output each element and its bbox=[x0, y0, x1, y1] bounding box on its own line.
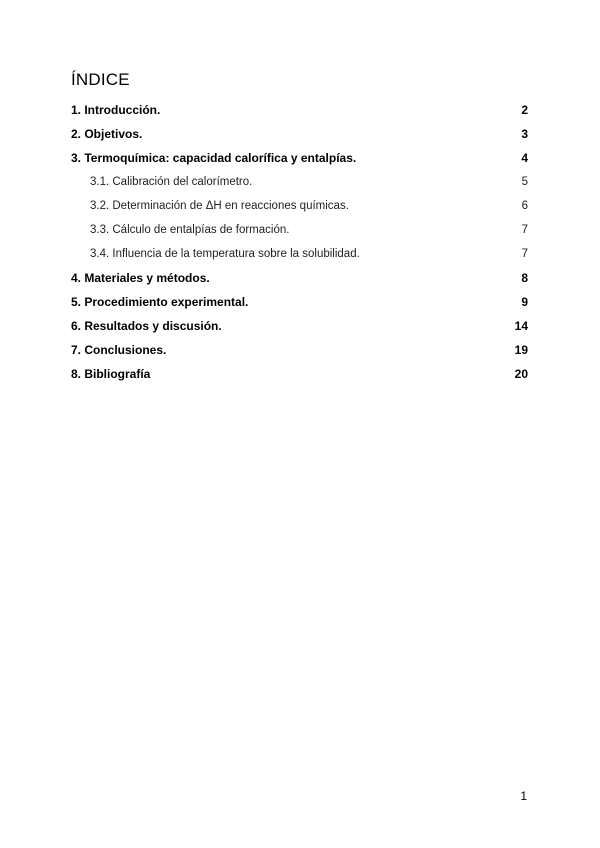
toc-entry-text: 2. Objetivos. bbox=[71, 127, 143, 141]
toc-entry-page: 14 bbox=[514, 319, 528, 333]
toc-entry-page: 2 bbox=[521, 103, 528, 117]
toc-entry-3-4[interactable] bbox=[71, 242, 528, 266]
toc-entry-6[interactable] bbox=[71, 314, 528, 338]
table-of-contents bbox=[71, 98, 528, 386]
toc-entry-5[interactable] bbox=[71, 290, 528, 314]
toc-entry-3-3[interactable] bbox=[71, 218, 528, 242]
toc-entry-7[interactable] bbox=[71, 338, 528, 362]
toc-entry-page: 9 bbox=[521, 295, 528, 309]
toc-entry-text: 3.1. Calibración del calorímetro. bbox=[90, 176, 253, 188]
page-title: ÍNDICE bbox=[71, 70, 130, 89]
toc-entry-page: 7 bbox=[521, 248, 528, 260]
toc-entry-page: 7 bbox=[521, 224, 528, 236]
toc-entry-3-2[interactable] bbox=[71, 194, 528, 218]
toc-entry-4[interactable] bbox=[71, 266, 528, 290]
toc-entry-text: 3.3. Cálculo de entalpías de formación. bbox=[90, 224, 290, 236]
toc-entry-text: 3. Termoquímica: capacidad calorífica y entalpías. bbox=[71, 151, 357, 165]
toc-entry-8[interactable] bbox=[71, 362, 528, 386]
toc-entry-text: 3.4. Influencia de la temperatura sobre la solubilidad. bbox=[90, 248, 360, 260]
toc-entry-3-1[interactable] bbox=[71, 170, 528, 194]
toc-entry-text: 3.2. Determinación de ΔH en reacciones químicas. bbox=[90, 200, 349, 212]
page-number: 1 bbox=[520, 789, 527, 803]
toc-entry-text: 4. Materiales y métodos. bbox=[71, 271, 210, 285]
toc-entry-page: 20 bbox=[514, 367, 528, 381]
toc-entry-page: 3 bbox=[521, 127, 528, 141]
toc-entry-page: 8 bbox=[521, 271, 528, 285]
toc-entry-text: 5. Procedimiento experimental. bbox=[71, 295, 249, 309]
toc-entry-text: 8. Bibliografía bbox=[71, 367, 151, 381]
toc-entry-page: 19 bbox=[514, 343, 528, 357]
toc-entry-text: 1. Introducción. bbox=[71, 103, 161, 117]
toc-entry-3[interactable] bbox=[71, 146, 528, 170]
toc-entry-page: 4 bbox=[521, 151, 528, 165]
toc-entry-page: 5 bbox=[521, 176, 528, 188]
toc-entry-text: 6. Resultados y discusión. bbox=[71, 319, 222, 333]
toc-entry-2[interactable] bbox=[71, 122, 528, 146]
toc-entry-page: 6 bbox=[521, 200, 528, 212]
toc-entry-1[interactable] bbox=[71, 98, 528, 122]
toc-entry-text: 7. Conclusiones. bbox=[71, 343, 167, 357]
